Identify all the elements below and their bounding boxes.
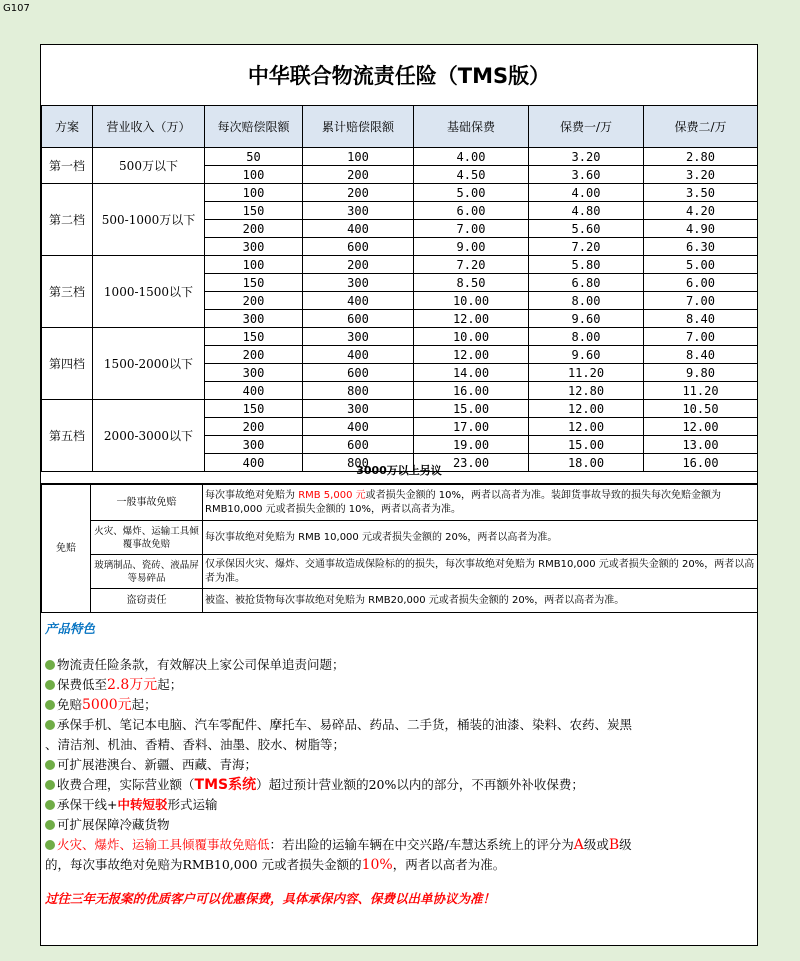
premium-two: 12.00 [644, 418, 758, 436]
features-title: 产品特色 [45, 621, 96, 636]
plan-name: 第一档 [42, 148, 93, 184]
aggregate-limit: 600 [303, 364, 414, 382]
base-premium: 5.00 [414, 184, 529, 202]
table-header-row [42, 106, 758, 148]
base-premium: 15.00 [414, 400, 529, 418]
premium-one: 5.80 [529, 256, 644, 274]
per-accident-limit: 150 [205, 202, 303, 220]
per-accident-limit: 150 [205, 328, 303, 346]
aggregate-limit: 800 [303, 382, 414, 400]
premium-one: 4.00 [529, 184, 644, 202]
aggregate-limit: 300 [303, 400, 414, 418]
per-accident-limit: 200 [205, 220, 303, 238]
deductible-desc-fragile: 仅承保因火灾、爆炸、交通事故造成保险标的的损失，每次事故绝对免赔为 RMB10,000 元或者损失金额的 20%，两者以高者为准。 [203, 555, 758, 589]
aggregate-limit: 600 [303, 238, 414, 256]
sheet-code: G107 [3, 3, 30, 14]
deductible-desc-general: 每次事故绝对免赔为 RMB 5,000 元或者损失金额的 10%，两者以高者为准。装卸货事故导致的损失每次免赔金额为 RMB10,000 元或者损失金额的 10%，两者以高者为准。 [203, 485, 758, 521]
per-accident-limit: 150 [205, 274, 303, 292]
base-premium: 6.00 [414, 202, 529, 220]
column-header: 每次赔偿限额 [205, 106, 303, 148]
premium-two: 2.80 [644, 148, 758, 166]
feature-item: 可扩展保障冷藏货物 [45, 815, 755, 835]
premium-one: 12.00 [529, 400, 644, 418]
column-header: 基础保费 [414, 106, 529, 148]
premium-one: 9.60 [529, 310, 644, 328]
per-accident-limit: 300 [205, 310, 303, 328]
aggregate-limit: 400 [303, 418, 414, 436]
premium-two: 4.20 [644, 202, 758, 220]
premium-one: 8.00 [529, 292, 644, 310]
premium-one: 7.20 [529, 238, 644, 256]
base-premium: 7.20 [414, 256, 529, 274]
per-accident-limit: 300 [205, 238, 303, 256]
per-accident-limit: 50 [205, 148, 303, 166]
bullet-icon [45, 840, 55, 850]
premium-one: 15.00 [529, 436, 644, 454]
column-header: 保费二/万 [644, 106, 758, 148]
feature-item: 免赔5000元起； [45, 695, 755, 715]
premium-one: 5.60 [529, 220, 644, 238]
premium-two: 6.30 [644, 238, 758, 256]
bullet-icon [45, 680, 55, 690]
plan-revenue: 500万以下 [93, 148, 205, 184]
base-premium: 16.00 [414, 382, 529, 400]
premium-one: 9.60 [529, 346, 644, 364]
closing-note: 过往三年无报案的优质客户可以优惠保费，具体承保内容、保费以出单协议为准！ [45, 891, 496, 906]
plan-name: 第三档 [42, 256, 93, 328]
per-accident-limit: 100 [205, 166, 303, 184]
aggregate-limit: 800 [303, 454, 414, 472]
per-accident-limit: 100 [205, 184, 303, 202]
aggregate-limit: 600 [303, 310, 414, 328]
plan-name: 第二档 [42, 184, 93, 256]
premium-one: 12.80 [529, 382, 644, 400]
bullet-icon [45, 700, 55, 710]
deductible-cat-fragile: 玻璃制品、瓷砖、液晶屏等易碎品 [91, 555, 203, 589]
aggregate-limit: 300 [303, 274, 414, 292]
column-header: 方案 [42, 106, 93, 148]
bullet-icon [45, 780, 55, 790]
rate-table [41, 105, 758, 472]
page-title: 中华联合物流责任险（TMS版） [247, 64, 551, 88]
table-row [42, 328, 758, 346]
premium-one: 3.20 [529, 148, 644, 166]
aggregate-limit: 300 [303, 202, 414, 220]
feature-item: 收费合理，实际营业额（TMS系统）超过预计营业额的20%以内的部分，不再额外补收保费； [45, 775, 755, 795]
per-accident-limit: 200 [205, 418, 303, 436]
per-accident-limit: 100 [205, 256, 303, 274]
base-premium: 7.00 [414, 220, 529, 238]
feature-item: 火灾、爆炸、运输工具倾覆事故免赔低：若出险的运输车辆在中交兴路/车慧达系统上的评分为A级或B级 [45, 835, 755, 855]
premium-two: 9.80 [644, 364, 758, 382]
feature-item-continued: 、清洁剂、机油、香精、香料、油墨、胶水、树脂等； [45, 737, 346, 752]
premium-two: 11.20 [644, 382, 758, 400]
aggregate-limit: 200 [303, 184, 414, 202]
aggregate-limit: 200 [303, 166, 414, 184]
plan-revenue: 2000-3000以下 [93, 400, 205, 472]
features-section [45, 617, 755, 909]
feature-item: 承保干线+中转短驳形式运输 [45, 795, 755, 815]
base-premium: 8.50 [414, 274, 529, 292]
base-premium: 14.00 [414, 364, 529, 382]
premium-two: 4.90 [644, 220, 758, 238]
plan-name: 第五档 [42, 400, 93, 472]
base-premium: 12.00 [414, 346, 529, 364]
bullet-icon [45, 720, 55, 730]
aggregate-limit: 200 [303, 256, 414, 274]
base-premium: 10.00 [414, 292, 529, 310]
base-premium: 10.00 [414, 328, 529, 346]
plan-revenue: 1500-2000以下 [93, 328, 205, 400]
deductible-desc-fire: 每次事故绝对免赔为 RMB 10,000 元或者损失金额的 20%，两者以高者为准。 [203, 521, 758, 555]
premium-two: 16.00 [644, 454, 758, 472]
per-accident-limit: 150 [205, 400, 303, 418]
table-row [42, 400, 758, 418]
premium-one: 8.00 [529, 328, 644, 346]
feature-item-continued: 的，每次事故绝对免赔为RMB10,000 元或者损失金额的10%，两者以高者为准。 [45, 857, 506, 873]
premium-two: 3.20 [644, 166, 758, 184]
deductible-desc-theft: 被盗、被抢货物每次事故绝对免赔为 RMB20,000 元或者损失金额的 20%，两者以高者为准。 [203, 589, 758, 613]
table-row [42, 148, 758, 166]
aggregate-limit: 400 [303, 346, 414, 364]
premium-one: 3.60 [529, 166, 644, 184]
aggregate-limit: 400 [303, 220, 414, 238]
premium-one: 18.00 [529, 454, 644, 472]
premium-two: 3.50 [644, 184, 758, 202]
column-header: 累计赔偿限额 [303, 106, 414, 148]
table-row [42, 184, 758, 202]
aggregate-limit: 600 [303, 436, 414, 454]
per-accident-limit: 400 [205, 382, 303, 400]
feature-item: 保费低至2.8万元起； [45, 675, 755, 695]
plan-revenue: 500-1000万以下 [93, 184, 205, 256]
feature-item: 承保手机、笔记本电脑、汽车零配件、摩托车、易碎品、药品、二手货，桶装的油漆、染料、农药、炭黑 [45, 715, 755, 735]
per-accident-limit: 400 [205, 454, 303, 472]
base-premium: 9.00 [414, 238, 529, 256]
premium-two: 8.40 [644, 346, 758, 364]
table-row [42, 256, 758, 274]
premium-one: 6.80 [529, 274, 644, 292]
column-header: 保费一/万 [529, 106, 644, 148]
per-accident-limit: 300 [205, 364, 303, 382]
deductible-label: 免赔 [42, 485, 91, 613]
base-premium: 4.50 [414, 166, 529, 184]
premium-two: 5.00 [644, 256, 758, 274]
bullet-icon [45, 820, 55, 830]
base-premium: 4.00 [414, 148, 529, 166]
premium-one: 4.80 [529, 202, 644, 220]
deductible-cat-general: 一般事故免赔 [91, 485, 203, 521]
per-accident-limit: 200 [205, 346, 303, 364]
feature-item: 可扩展港澳台、新疆、西藏、青海； [45, 755, 755, 775]
base-premium: 12.00 [414, 310, 529, 328]
deductible-table [41, 484, 758, 613]
base-premium: 23.00 [414, 454, 529, 472]
premium-two: 7.00 [644, 328, 758, 346]
premium-two: 13.00 [644, 436, 758, 454]
bullet-icon [45, 660, 55, 670]
note-over-3000: 3000万以上另议 [41, 456, 757, 484]
plan-name: 第四档 [42, 328, 93, 400]
per-accident-limit: 200 [205, 292, 303, 310]
aggregate-limit: 100 [303, 148, 414, 166]
column-header: 营业收入（万） [93, 106, 205, 148]
aggregate-limit: 300 [303, 328, 414, 346]
base-premium: 19.00 [414, 436, 529, 454]
deductible-cat-theft: 盗窃责任 [91, 589, 203, 613]
bullet-icon [45, 760, 55, 770]
premium-two: 10.50 [644, 400, 758, 418]
aggregate-limit: 400 [303, 292, 414, 310]
base-premium: 17.00 [414, 418, 529, 436]
premium-two: 6.00 [644, 274, 758, 292]
plan-revenue: 1000-1500以下 [93, 256, 205, 328]
premium-one: 12.00 [529, 418, 644, 436]
premium-two: 8.40 [644, 310, 758, 328]
feature-item: 物流责任险条款，有效解决上家公司保单追责问题； [45, 655, 755, 675]
insurance-sheet [40, 44, 758, 946]
per-accident-limit: 300 [205, 436, 303, 454]
deductible-cat-fire: 火灾、爆炸、运输工具倾覆事故免赔 [91, 521, 203, 555]
premium-one: 11.20 [529, 364, 644, 382]
premium-two: 7.00 [644, 292, 758, 310]
bullet-icon [45, 800, 55, 810]
